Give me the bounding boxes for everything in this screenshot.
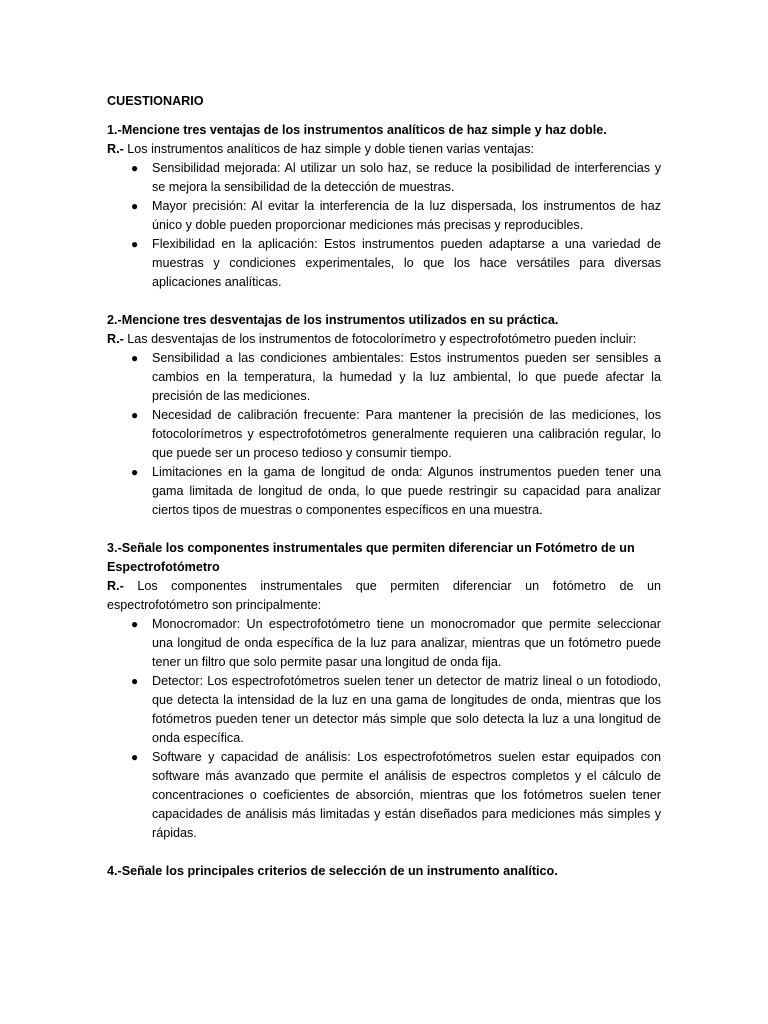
- list-item-text: Monocromador: Un espectrofotómetro tiene un monocromador que permite seleccionar una longitud de onda específica de la luz para analizar, mientras que un fotómetro puede tener un filtro que solo permite pasar una longitud de onda fija.: [152, 617, 661, 669]
- question-1: 1.-Mencione tres ventajas de los instrumentos analíticos de haz simple y haz doble.: [107, 123, 607, 137]
- answer-3: [107, 577, 661, 615]
- answer-2-list: [107, 349, 661, 520]
- bullet-icon: ●: [131, 161, 139, 175]
- answer-1-text: Los instrumentos analíticos de haz simple y doble tienen varias ventajas:: [123, 142, 535, 156]
- question-3-section: [107, 539, 661, 843]
- list-item: [131, 748, 661, 843]
- bullet-icon: ●: [131, 617, 139, 631]
- document-title: CUESTIONARIO: [107, 94, 204, 108]
- list-item: [131, 463, 661, 520]
- answer-1-list: [107, 159, 661, 292]
- question-4-section: [107, 862, 661, 881]
- list-item-text: Sensibilidad mejorada: Al utilizar un solo haz, se reduce la posibilidad de interferencias y se mejora la sensibilidad de la detección de muestras.: [152, 161, 661, 194]
- list-item: [131, 615, 661, 672]
- question-2: 2.-Mencione tres desventajas de los instrumentos utilizados en su práctica.: [107, 313, 559, 327]
- bullet-icon: ●: [131, 237, 139, 251]
- list-item: [131, 235, 661, 292]
- list-item: [131, 159, 661, 197]
- answer-3-list: [107, 615, 661, 843]
- list-item-text: Sensibilidad a las condiciones ambientales: Estos instrumentos pueden ser sensibles a cambios en la temperatura, la humedad y la luz ambiental, lo que puede afectar la precisión de las mediciones.: [152, 351, 661, 403]
- list-item: [131, 672, 661, 748]
- question-4: 4.-Señale los principales criterios de selección de un instrumento analítico.: [107, 864, 558, 878]
- list-item-text: Necesidad de calibración frecuente: Para mantener la precisión de las mediciones, los fotocolorímetros y espectrofotómetros generalmente requieren una calibración regular, lo que puede ser un proceso tedioso y consumir tiempo.: [152, 408, 661, 460]
- list-item-text: Limitaciones en la gama de longitud de onda: Algunos instrumentos pueden tener una gama limitada de longitud de onda, lo que puede restringir su capacidad para analizar ciertos tipos de muestras o componentes específicos en una muestra.: [152, 465, 661, 517]
- answer-2: [107, 330, 661, 349]
- answer-2-prefix: R.-: [107, 332, 124, 346]
- bullet-icon: ●: [131, 465, 139, 479]
- bullet-icon: ●: [131, 408, 139, 422]
- bullet-icon: ●: [131, 674, 139, 688]
- list-item-text: Detector: Los espectrofotómetros suelen tener un detector de matriz lineal o un fotodiodo, que detecta la intensidad de la luz en una gama de longitudes de onda, mientras que los fotómetros pueden tener un detector más simple que solo detecta la luz a una longitud de onda específica.: [152, 674, 661, 745]
- list-item-text: Mayor precisión: Al evitar la interferencia de la luz dispersada, los instrumentos de haz único y doble pueden proporcionar mediciones más precisas y reproducibles.: [152, 199, 661, 232]
- list-item: [131, 349, 661, 406]
- answer-3-text: Los componentes instrumentales que permiten diferenciar un fotómetro de un espectrofotómetro son principalmente:: [107, 579, 661, 612]
- answer-1-prefix: R.-: [107, 142, 124, 156]
- answer-3-prefix: R.-: [107, 579, 124, 593]
- list-item-text: Software y capacidad de análisis: Los espectrofotómetros suelen estar equipados con software más avanzado que permite el análisis de espectros completos y el cálculo de concentraciones o coeficientes de absorción, mientras que los fotómetros suelen tener capacidades de análisis más limitadas y están diseñados para mediciones más simples y rápidas.: [152, 750, 661, 840]
- list-item-text: Flexibilidad en la aplicación: Estos instrumentos pueden adaptarse a una variedad de muestras y condiciones experimentales, lo que los hace versátiles para diversas aplicaciones analíticas.: [152, 237, 661, 289]
- list-item: [131, 406, 661, 463]
- bullet-icon: ●: [131, 351, 139, 365]
- list-item: [131, 197, 661, 235]
- answer-1: [107, 140, 661, 159]
- question-1-section: [107, 121, 661, 292]
- question-3: 3.-Señale los componentes instrumentales que permiten diferenciar un Fotómetro de un Espectrofotómetro: [107, 541, 635, 574]
- answer-2-text: Las desventajas de los instrumentos de fotocolorímetro y espectrofotómetro pueden incluir:: [123, 332, 637, 346]
- bullet-icon: ●: [131, 199, 139, 213]
- document-page: [107, 92, 661, 900]
- bullet-icon: ●: [131, 750, 139, 764]
- question-2-section: [107, 311, 661, 520]
